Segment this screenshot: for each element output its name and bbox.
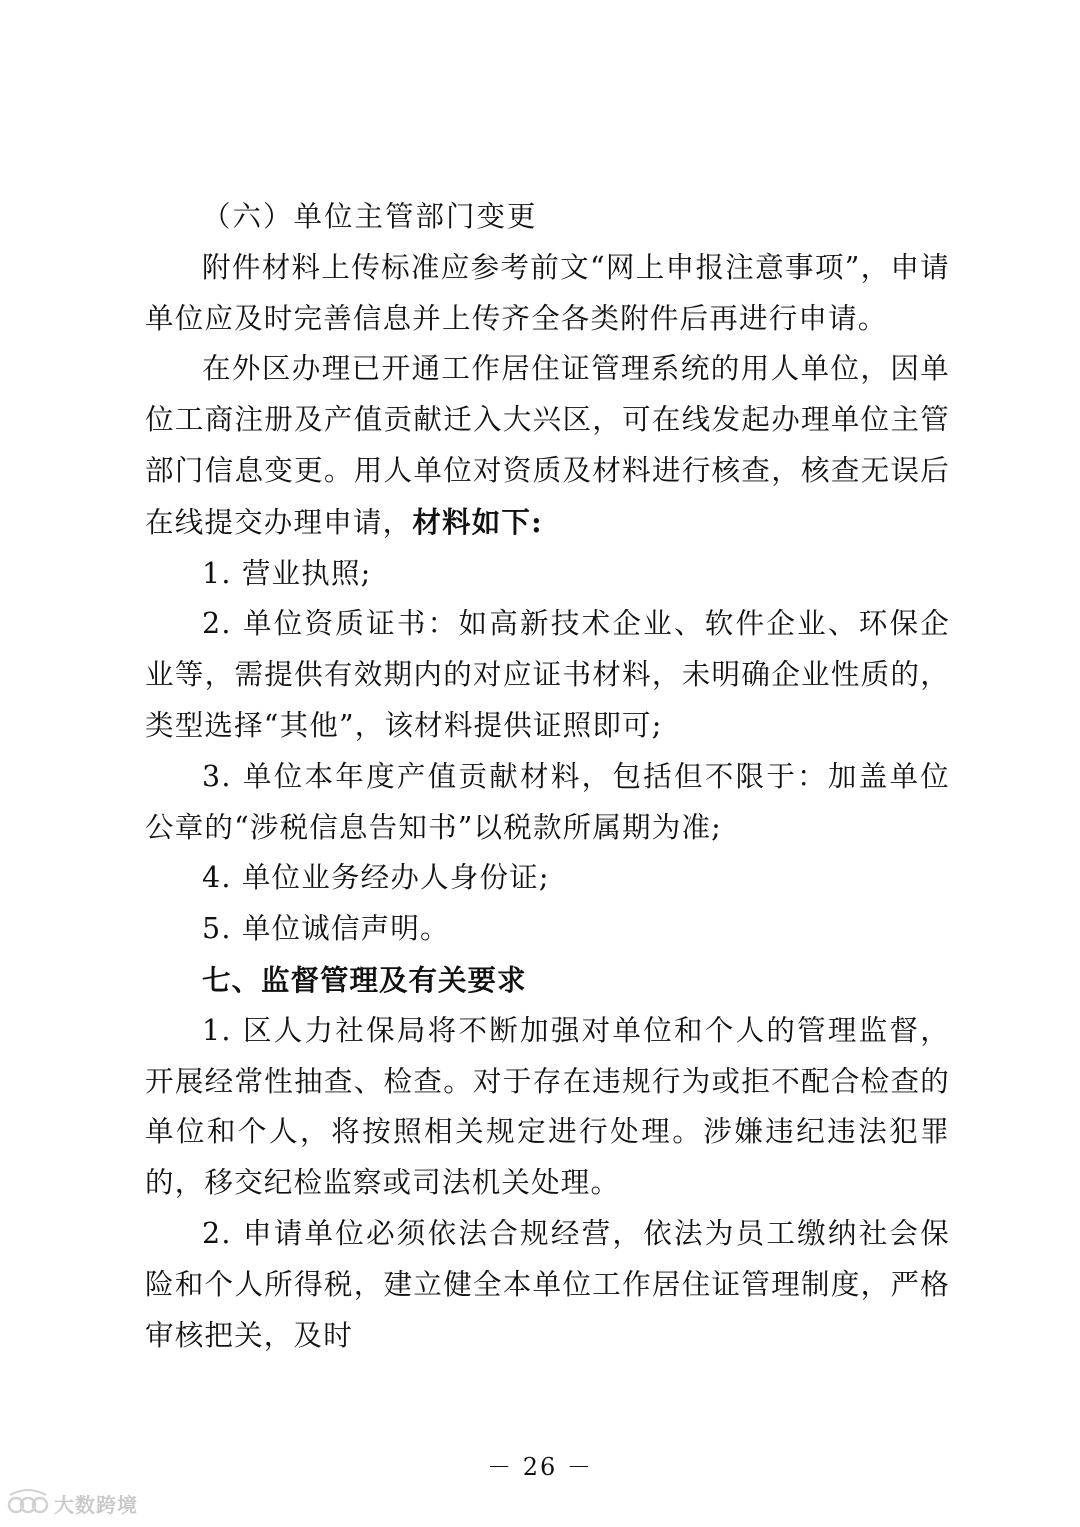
list-item: 2. 单位资质证书：如高新技术企业、软件企业、环保企业等，需提供有效期内的对应证书材料，未明确企业性质的，类型选择“其他”，该材料提供证照即可; — [145, 607, 950, 742]
materials-label: 材料如下: — [412, 504, 543, 539]
section-six-paragraph-1: 附件材料上传标准应参考前文“网上申报注意事项”，申请单位应及时完善信息并上传齐全各类附件后再进行申请。 — [145, 250, 950, 335]
watermark-text: 大数跨境 — [54, 1492, 138, 1517]
list-item: 3. 单位本年度产值贡献材料，包括但不限于：加盖单位公章的“涉税信息告知书”以税款所属期为准; — [145, 759, 950, 844]
list-item: 4. 单位业务经办人身份证; — [202, 861, 550, 895]
list-item: 1. 营业执照; — [202, 556, 372, 590]
section-six-paragraph-2 — [145, 344, 950, 548]
watermark — [6, 1485, 138, 1521]
watermark-logo-icon — [6, 1487, 50, 1519]
section-six-heading: （六）单位主管部门变更 — [202, 200, 538, 233]
document-body — [145, 192, 950, 1361]
paragraph-2-text: 在外区办理已开通工作居住证管理系统的用人单位，因单位工商注册及产值贡献迁入大兴区，可在线发起办理单位主管部门信息变更。用人单位对资质及材料进行核查，核查无误后在线提交办理申请， — [145, 352, 950, 539]
section-seven-paragraph-2: 2. 申请单位必须依法合规经营，依法为员工缴纳社会保险和个人所得税，建立健全本单位工作居住证管理制度，严格审核把关，及时 — [145, 1216, 950, 1352]
page-number: － 26 － — [487, 1453, 593, 1481]
section-seven-heading: 七、监督管理及有关要求 — [202, 962, 527, 997]
list-item: 5. 单位诚信声明。 — [202, 912, 450, 946]
section-seven-paragraph-1: 1. 区人力社保局将不断加强对单位和个人的管理监督，开展经常性抽查、检查。对于存在违规行为或拒不配合检查的单位和个人，将按照相关规定进行处理。涉嫌违纪违法犯罪的，移交纪检监察或司法机关处理。 — [145, 1013, 950, 1200]
